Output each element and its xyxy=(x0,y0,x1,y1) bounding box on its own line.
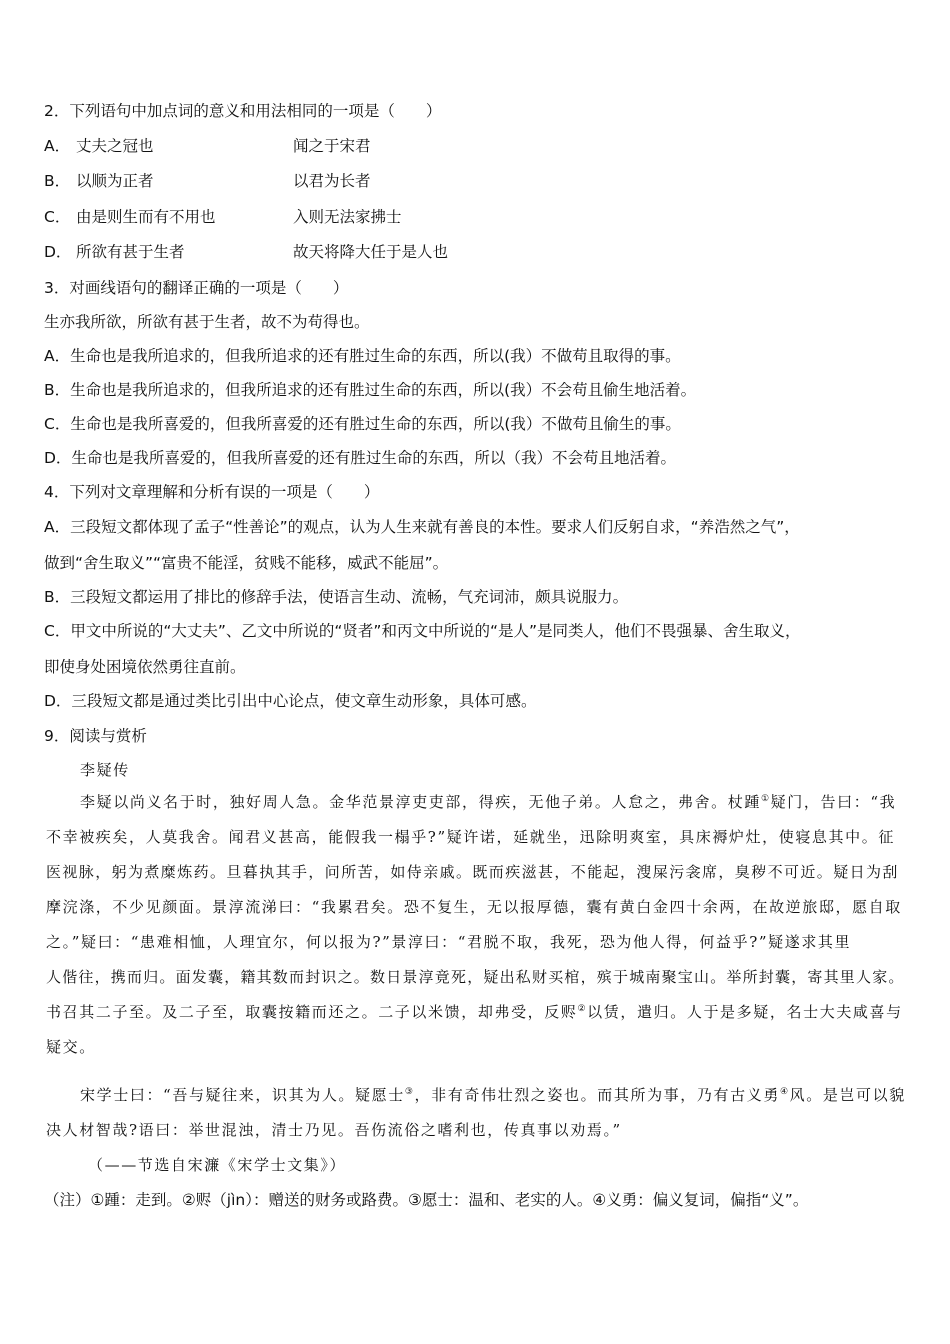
q2-option-a-right: 闻之于宋君 xyxy=(293,137,371,155)
q4-stem: 4．下列对文章理解和分析有误的一项是（ ） xyxy=(44,483,380,501)
q3-option-c: C．生命也是我所喜爱的，但我所喜爱的还有胜过生命的东西，所以(我）不做苟且偷生的事。 xyxy=(44,415,681,433)
q2-option-b-label: B． xyxy=(44,172,71,190)
q2-stem: 2．下列语句中加点词的意义和用法相同的一项是（ ） xyxy=(44,102,442,120)
passage-p1-line4: 摩浣涤，不少见颜面。景淳流涕曰：“我累君矣。恐不复生，无以报厚德，囊有黄白金四十余两，在故逆旅邸，愿自取 xyxy=(46,898,902,916)
q2-option-c-right: 入则无法家拂士 xyxy=(293,208,402,226)
passage-p1-line5: 之。”疑曰：“患难相恤，人理宜尔，何以报为?”景淳曰：“君脱不取，我死，恐为他人得，何益乎?”疑遂求其里 xyxy=(46,933,852,951)
q2-option-d-left: 所欲有甚于生者 xyxy=(76,243,185,261)
passage-title: 李疑传 xyxy=(80,761,130,779)
q3-quote: 生亦我所欲，所欲有甚于生者，故不为苟得也。 xyxy=(44,313,370,331)
passage-p1-line6: 人偕往，携而归。面发囊，籍其数而封识之。数日景淳竟死，疑出私财买棺，殡于城南聚宝山。举所封囊，寄其里人家。 xyxy=(46,968,905,986)
passage-p1-line3: 医视脉，躬为煮糜炼药。旦暮执其手，问所苦，如侍亲戚。既而疾滋甚，不能起，溲屎污衾席，臭秽不可近。疑日为刮 xyxy=(46,863,899,881)
passage-source: （——节选自宋濂《宋学士文集》） xyxy=(88,1156,347,1174)
q2-option-c-left: 由是则生而有不用也 xyxy=(76,208,216,226)
q2-option-c-label: C． xyxy=(44,208,71,226)
q4-option-c-line1: C．甲文中所说的“大丈夫”、乙文中所说的“贤者”和丙文中所说的“是人”是同类人，他们不畏强暴、舍生取义， xyxy=(44,622,801,640)
q2-option-b-right: 以君为长者 xyxy=(293,172,371,190)
q9-heading: 9．阅读与赏析 xyxy=(44,727,147,745)
q2-option-d-label: D． xyxy=(44,243,72,261)
passage-p2-line2: 决人材智哉?语曰：举世混浊，清士乃见。吾伤流俗之嗜利也，传真事以劝焉。” xyxy=(46,1121,622,1139)
q2-option-b-left: 以顺为正者 xyxy=(76,172,154,190)
passage-p1-line7: 书召其二子至。及二子至，取囊按籍而还之。二子以米馈，却弗受，反赆②以赁，遣归。人于是多疑，名士大夫咸喜与 xyxy=(46,1003,903,1021)
q2-option-a-label: A． xyxy=(44,137,71,155)
q3-option-d: D．生命也是我所喜爱的，但我所喜爱的还有胜过生命的东西，所以（我）不会苟且地活着。 xyxy=(44,449,676,467)
q4-option-d: D．三段短文都是通过类比引出中心论点，使文章生动形象，具体可感。 xyxy=(44,692,537,710)
passage-notes: （注）①踵：走到。②赆（jìn）：赠送的财务或路费。③愿士：温和、老实的人。④义勇：偏义复词，偏指“义”。 xyxy=(44,1191,809,1209)
q4-option-a-line2: 做到“舍生取义”“富贵不能淫，贫贱不能移，威武不能屈”。 xyxy=(44,554,449,572)
q3-option-a: A．生命也是我所追求的，但我所追求的还有胜过生命的东西，所以(我）不做苟且取得的事。 xyxy=(44,347,681,365)
passage-p2-line1: 宋学士曰：“吾与疑往来，识其为人。疑愿士③，非有奇伟壮烈之姿也。而其所为事，乃有古义勇④风。是岂可以貌 xyxy=(80,1086,906,1104)
q4-option-c-line2: 即使身处困境依然勇往直前。 xyxy=(44,658,246,676)
passage-p1-line1: 李疑以尚义名于时，独好周人急。金华范景淳吏吏部，得疾，无他子弟。人怠之，弗舍。杖踵①疑门，告曰：“我 xyxy=(80,793,897,811)
q4-option-b: B．三段短文都运用了排比的修辞手法，使语言生动、流畅，气充词沛，颇具说服力。 xyxy=(44,588,629,606)
q2-option-d-right: 故天将降大任于是人也 xyxy=(293,243,449,261)
passage-p1-line8: 疑交。 xyxy=(46,1038,96,1056)
q3-stem: 3．对画线语句的翻译正确的一项是（ ） xyxy=(44,279,349,297)
q4-option-a-line1: A．三段短文都体现了孟子“性善论”的观点，认为人生来就有善良的本性。要求人们反躬自求，“养浩然之气”， xyxy=(44,518,800,536)
q2-option-a-left: 丈夫之冠也 xyxy=(76,137,154,155)
q3-option-b: B．生命也是我所追求的，但我所追求的还有胜过生命的东西，所以(我）不会苟且偷生地活着。 xyxy=(44,381,697,399)
passage-p1-line2: 不幸被疾矣，人莫我舍。闻君义甚高，能假我一榻乎?”疑许诺，延就坐，迅除明爽室，具床褥炉灶，使寝息其中。征 xyxy=(46,828,895,846)
